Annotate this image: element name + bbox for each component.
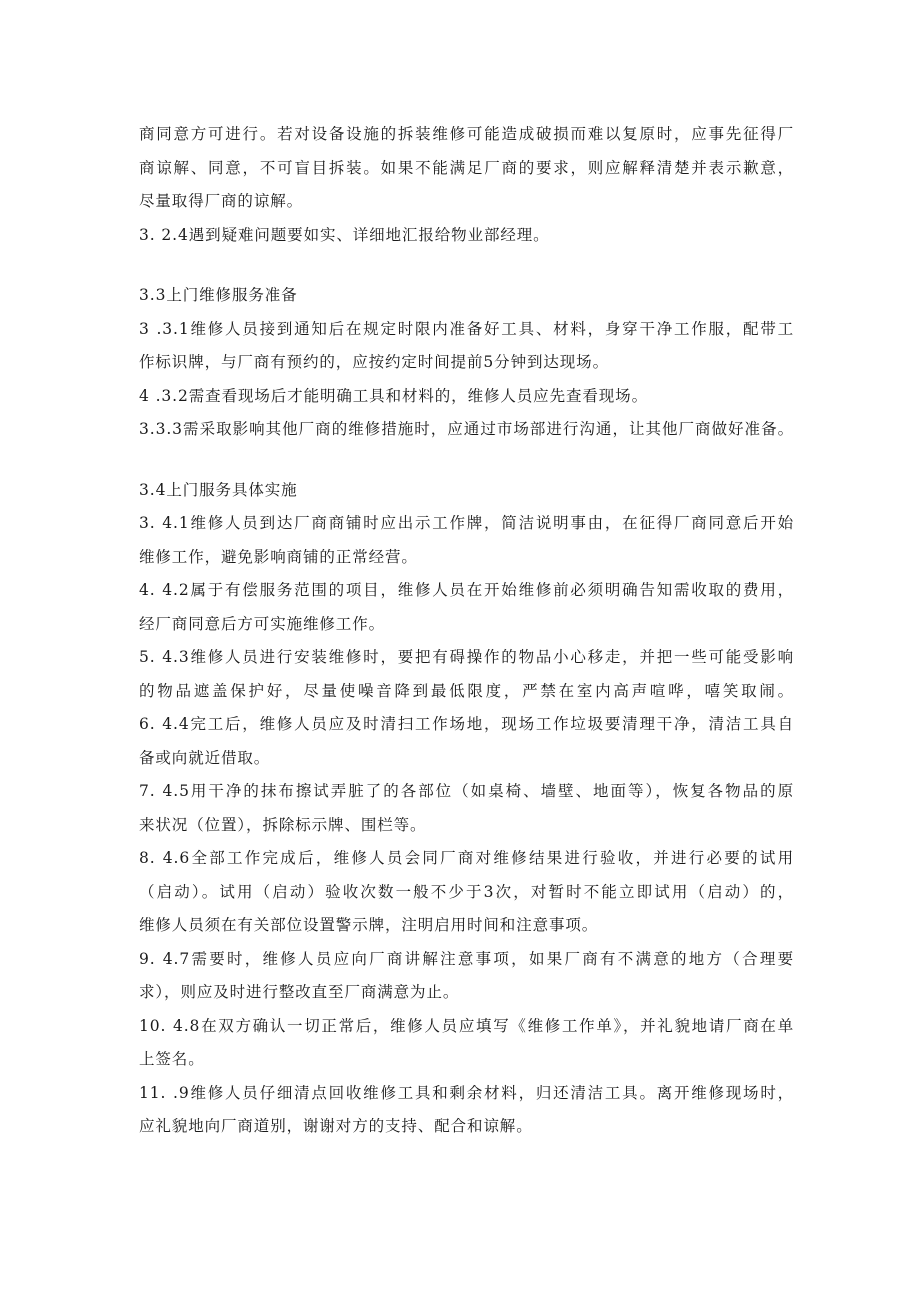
text-line: 9. 4.7需要时，维修人员应向厂商讲解注意事项，如果厂商有不满意的地方（合理要 [139,949,794,968]
text-line: 4. 4.2属于有偿服务范围的项目，维修人员在开始维修前必须明确告知需收取的费用， [139,581,794,599]
text-line: 11. .9维修人员仔细清点回收维修工具和剩余材料，归还清洁工具。离开维修现场时， [139,1083,794,1102]
text-line: 经厂商同意后方可实施维修工作。 [139,614,386,633]
text-line: 应礼貌地向厂商道别，谢谢对方的支持、配合和谅解。 [139,1117,533,1135]
text-line: 商同意方可进行。若对设备设施的拆装维修可能造成破损而难以复原时，应事先征得厂 [139,125,794,143]
text-line: 3.3.3需采取影响其他厂商的维修措施时，应通过市场部进行沟通，让其他厂商做好准备。 [139,420,794,438]
text-line: 5. 4.3维修人员进行安装维修时，要把有碍操作的物品小心移走，并把一些可能受影响 [139,648,794,666]
text-line: 10. 4.8在双方确认一切正常后，维修人员应填写《维修工作单》，并礼貌地请厂商在单 [139,1016,794,1035]
text-line: 维修工作，避免影响商铺的正常经营。 [139,547,418,566]
paragraph-gap [139,252,794,279]
text-line: 7. 4.5用干净的抹布擦试弄脏了的各部位（如桌椅、墙壁、地面等），恢复各物品的原 [139,782,794,800]
document-page [139,118,794,1144]
text-line: 6. 4.4完工后，维修人员应及时清扫工作场地，现场工作垃圾要清理干净，清洁工具自 [139,715,794,733]
text-line: 上签名。 [139,1050,205,1068]
text-line: 维修人员须在有关部位设置警示牌，注明启用时间和注意事项。 [139,916,599,934]
text-line: 3 .3.1维修人员接到通知后在规定时限内准备好工具、材料，身穿干净工作服，配带工 [139,319,794,338]
text-line: 4 .3.2需查看现场后才能明确工具和材料的，维修人员应先查看现场。 [139,386,648,405]
text-line: 8. 4.6全部工作完成后，维修人员会同厂商对维修结果进行验收，并进行必要的试用 [139,849,794,867]
text-line: （启动）。试用（启动）验收次数一般不少于3次，对暂时不能立即试用（启动）的， [139,882,794,901]
text-line: 求），则应及时进行整改直至厂商满意为止。 [139,983,460,1001]
text-line: 3.3上门维修服务准备 [139,286,298,304]
text-line: 3. 2.4遇到疑难问题要如实、详细地汇报给物业部经理。 [139,225,550,244]
text-line: 备或向就近借取。 [139,748,271,767]
text-line: 来状况（位置），拆除标示牌、围栏等。 [139,815,427,834]
paragraph-gap [139,447,794,474]
text-line: 尽量取得厂商的谅解。 [139,192,304,210]
text-line: 3.4上门服务具体实施 [139,480,298,499]
text-line: 3. 4.1维修人员到达厂商商铺时应出示工作牌，简洁说明事由，在征得厂商同意后开始 [139,514,794,532]
text-line: 的物品遮盖保护好，尽量使噪音降到最低限度，严禁在室内高声喧哗，嘻笑取闹。 [139,681,794,700]
text-line: 商谅解、同意，不可盲目拆装。如果不能满足厂商的要求，则应解释清楚并表示歉意， [139,158,794,177]
text-line: 作标识牌，与厂商有预约的，应按约定时间提前5分钟到达现场。 [139,353,609,371]
